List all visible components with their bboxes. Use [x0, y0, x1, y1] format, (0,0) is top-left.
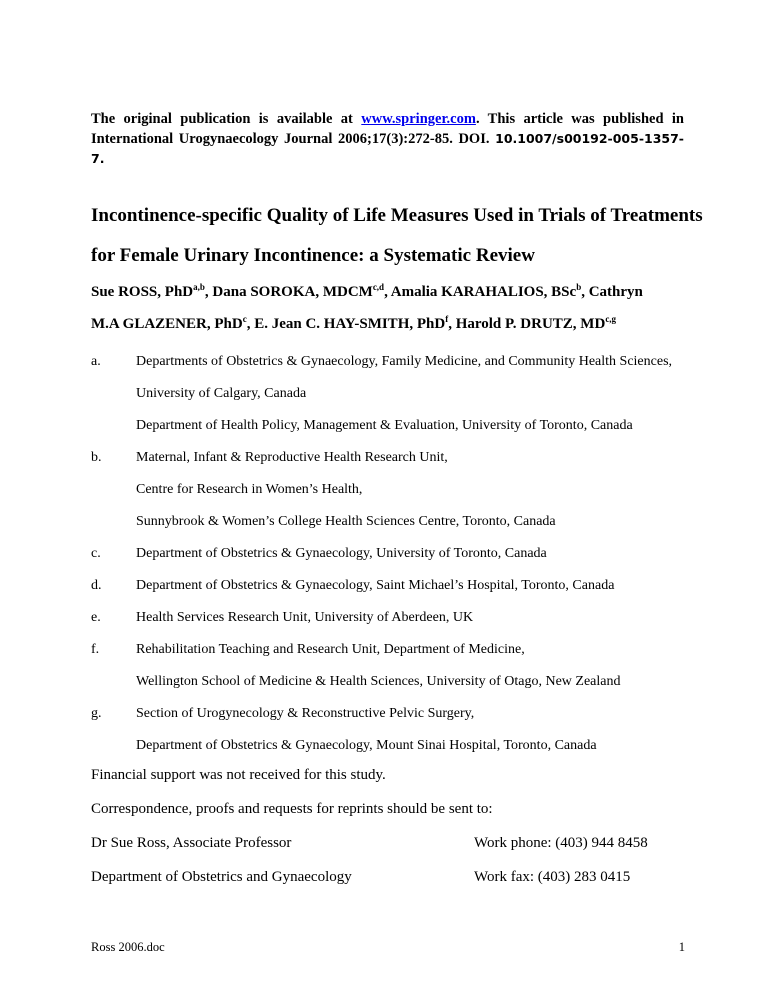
notice-line-1 — [91, 109, 684, 129]
contact-department: Department of Obstetrics and Gynaecology — [91, 869, 352, 885]
author-separator: , — [448, 316, 456, 332]
author-affiliation-mark: f — [445, 314, 449, 324]
affiliation-row — [91, 506, 731, 538]
correspondence-statement: Correspondence, proofs and requests for reprints should be sent to: — [91, 801, 493, 817]
author-separator: , — [246, 316, 255, 332]
author-affiliation-mark: a,b — [193, 282, 205, 292]
title-line-1: Incontinence-specific Quality of Life Measures Used in Trials of Treatments — [91, 205, 703, 226]
affiliation-text: Sunnybrook & Women’s College Health Sciences Centre, Toronto, Canada — [136, 514, 556, 529]
affiliation-text: University of Calgary, Canada — [136, 386, 307, 401]
author-name: Sue ROSS, PhD — [91, 284, 194, 300]
affiliation-row — [91, 666, 731, 698]
affiliation-label — [91, 378, 136, 410]
affiliation-text: Department of Health Policy, Management & Evaluation, University of Toronto, Canada — [136, 418, 633, 433]
affiliation-row — [91, 378, 731, 410]
affiliation-label: g. — [91, 706, 102, 721]
affiliation-label — [91, 506, 136, 538]
affiliation-text: Centre for Research in Women’s Health, — [136, 482, 363, 497]
author-line-1 — [91, 276, 731, 308]
affiliation-row — [91, 602, 731, 634]
affiliation-text: Departments of Obstetrics & Gynaecology, Family Medicine, and Community Health Sciences, — [136, 354, 673, 369]
paper-title — [91, 196, 731, 276]
affiliation-label — [91, 410, 136, 442]
author-affiliation-mark: c,g — [605, 314, 617, 324]
author-affiliation-mark: c,d — [372, 282, 385, 292]
notice-after-link: . This article was published in — [475, 111, 684, 127]
author-name: Harold P. DRUTZ, MD — [455, 316, 606, 332]
doi-value: 10.1007/s00192-005-1357-7 — [91, 131, 684, 166]
springer-link[interactable]: www.springer.com — [361, 111, 476, 127]
notice-prefix: The original publication is available at — [91, 111, 362, 127]
affiliation-text: Maternal, Infant & Reproductive Health Research Unit, — [136, 450, 448, 465]
contact-row — [91, 860, 731, 894]
affiliation-text: Department of Obstetrics & Gynaecology, University of Toronto, Canada — [136, 546, 547, 561]
footer-filename: Ross 2006.doc — [91, 940, 165, 954]
affiliation-label: a. — [91, 354, 101, 369]
contact-row — [91, 826, 731, 860]
affiliation-label: d. — [91, 578, 102, 593]
author-name: Amalia KARAHALIOS, BSc — [390, 284, 577, 300]
publication-notice — [91, 109, 684, 169]
affiliation-label: b. — [91, 450, 102, 465]
affiliation-text: Section of Urogynecology & Reconstructive Pelvic Surgery, — [136, 706, 475, 721]
affiliation-text: Department of Obstetrics & Gynaecology, Mount Sinai Hospital, Toronto, Canada — [136, 738, 597, 753]
financial-statement: Financial support was not received for this study. — [91, 767, 386, 783]
author-name: E. Jean C. HAY-SMITH, PhD — [254, 316, 446, 332]
author-affiliation-mark: c — [242, 314, 247, 324]
affiliation-row — [91, 346, 731, 378]
work-phone: Work phone: (403) 944 8458 — [474, 835, 648, 851]
author-list — [91, 276, 731, 340]
author-separator: , — [384, 284, 391, 300]
work-fax: Work fax: (403) 283 0415 — [474, 869, 631, 885]
title-line-2: for Female Urinary Incontinence: a Systematic Review — [91, 245, 535, 266]
affiliation-row — [91, 634, 731, 666]
author-line-2 — [91, 308, 731, 340]
affiliation-row — [91, 410, 731, 442]
author-separator: , Cathryn — [581, 284, 643, 300]
affiliation-text: Wellington School of Medicine & Health Sciences, University of Otago, New Zealand — [136, 674, 621, 689]
affiliation-row — [91, 570, 731, 602]
author-separator: , — [204, 284, 213, 300]
journal-citation: International Urogynaecology Journal 2006;17(3):272-85. DOI. — [91, 131, 496, 147]
affiliation-label — [91, 474, 136, 506]
doi-period: . — [99, 151, 105, 166]
contact-name: Dr Sue Ross, Associate Professor — [91, 835, 292, 851]
affiliation-row — [91, 474, 731, 506]
author-name: Dana SOROKA, MDCM — [212, 284, 373, 300]
affiliation-text: Health Services Research Unit, University of Aberdeen, UK — [136, 610, 474, 625]
affiliation-label — [91, 666, 136, 698]
affiliation-label: e. — [91, 610, 101, 625]
affiliation-text: Rehabilitation Teaching and Research Unit, Department of Medicine, — [136, 642, 525, 657]
affiliation-row — [91, 538, 731, 570]
affiliation-row — [91, 442, 731, 474]
author-name: M.A GLAZENER, PhD — [91, 316, 243, 332]
author-affiliation-mark: b — [576, 282, 582, 292]
affiliation-label: c. — [91, 546, 101, 561]
notice-line-2 — [91, 129, 684, 169]
correspondence-section — [91, 758, 731, 894]
affiliation-list — [91, 346, 731, 762]
affiliation-text: Department of Obstetrics & Gynaecology, Saint Michael’s Hospital, Toronto, Canada — [136, 578, 615, 593]
page-number: 1 — [678, 940, 685, 954]
page-footer — [91, 940, 685, 955]
affiliation-row — [91, 698, 731, 730]
affiliation-label: f. — [91, 642, 100, 657]
